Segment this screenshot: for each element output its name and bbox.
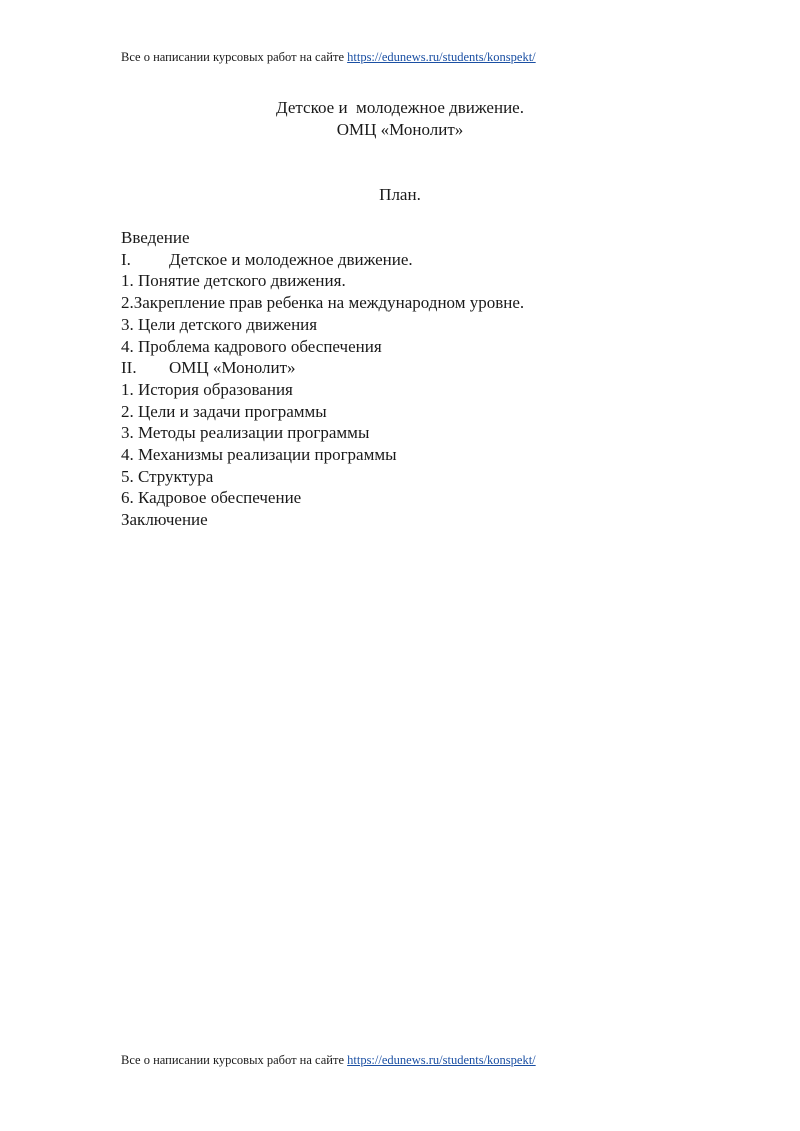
toc-item: 2. Цели и задачи программы [121,401,327,421]
table-of-contents [121,227,721,531]
toc-item: 1. Понятие детского движения. [121,271,346,291]
section-number: I. [121,249,131,269]
page-header-note [121,49,536,65]
title-line-1: Детское и молодежное движение. [276,98,524,117]
toc-section-1 [121,249,721,271]
toc-item: 6. Кадровое обеспечение [121,488,302,508]
toc-item: 1. История образования [121,379,293,399]
toc-item: 4. Механизмы реализации программы [121,445,397,465]
toc-item: 3. Цели детского движения [121,314,318,334]
toc-item: 5. Структура [121,466,214,486]
document-title [0,97,800,141]
toc-section-2 [121,357,721,379]
header-link[interactable]: https://edunews.ru/students/konspekt/ [347,50,536,64]
section-title: ОМЦ «Монолит» [169,358,296,378]
section-title: Детское и молодежное движение. [169,249,413,269]
title-line-2: ОМЦ «Монолит» [336,120,464,139]
header-text: Все о написании курсовых работ на сайте [121,50,348,64]
toc-conclusion: Заключение [121,510,208,530]
toc-intro: Введение [121,228,190,247]
toc-item: 3. Методы реализации программы [121,423,370,443]
section-number: II. [121,358,137,378]
plan-heading: План. [379,185,421,204]
footer-link[interactable]: https://edunews.ru/students/konspekt/ [347,1053,536,1067]
page-footer-note [121,1052,536,1068]
footer-text: Все о написании курсовых работ на сайте [121,1053,348,1067]
toc-item: 4. Проблема кадрового обеспечения [121,336,382,356]
toc-item: 2.Закрепление прав ребенка на международном уровне. [121,293,525,313]
